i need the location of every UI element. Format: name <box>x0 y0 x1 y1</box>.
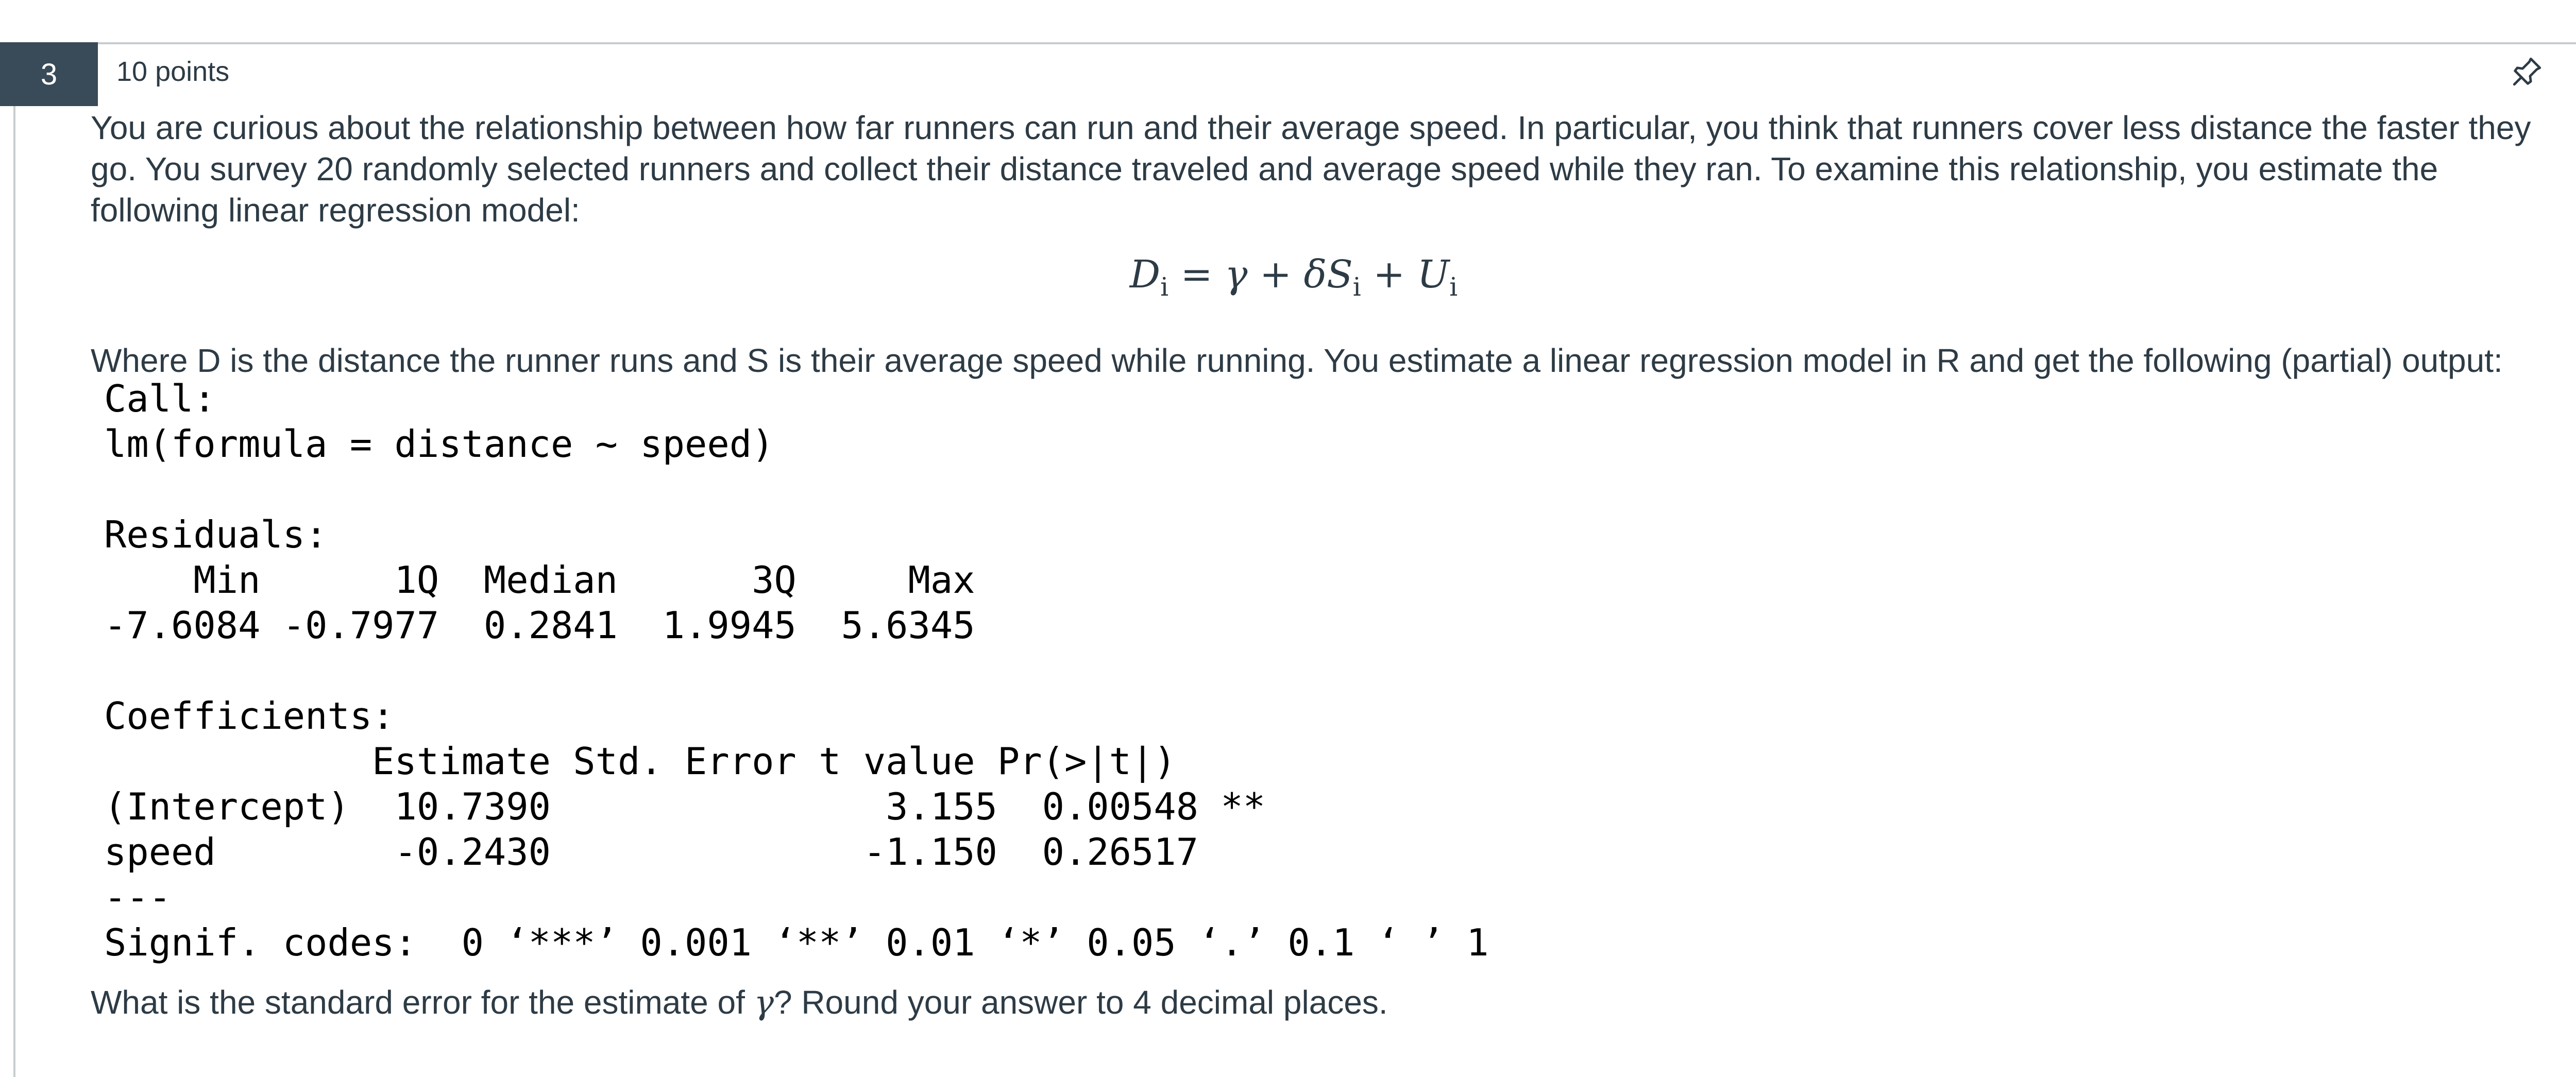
eq-u-sub: i <box>1449 271 1458 302</box>
question-points: 10 points <box>116 56 230 87</box>
question-prompt <box>91 107 2558 231</box>
eq-lhs: D <box>1129 252 1161 297</box>
question-text <box>91 982 2558 1023</box>
eq-equals: = <box>1168 252 1225 297</box>
eq-plus-2: + <box>1361 252 1417 297</box>
pin-icon[interactable] <box>2509 54 2545 90</box>
regression-equation <box>0 252 2576 302</box>
question-number: 3 <box>40 57 58 91</box>
question-text-before: What is the standard error for the estimate of <box>91 984 754 1021</box>
intro-paragraph: You are curious about the relationship between how far runners can run and their average speed. In particular, you think that runners cover less distance the faster they go. You survey 20 randomly selected runners and collect their distance traveled and average speed while they ran. To examine this relationship, you estimate the following linear regression model: <box>91 109 2531 229</box>
eq-s-sub: i <box>1352 271 1361 302</box>
eq-u: U <box>1417 252 1450 297</box>
where-paragraph: Where D is the distance the runner runs and S is their average speed while running. You estimate a linear regression model in R and get the following (partial) output: <box>91 342 2503 379</box>
eq-plus-1: + <box>1247 252 1304 297</box>
eq-gamma: γ <box>1225 252 1248 297</box>
question-text-after: ? Round your answer to 4 decimal places. <box>773 984 1388 1021</box>
question-number-badge <box>0 42 98 106</box>
question-gamma-symbol: γ <box>754 984 774 1022</box>
r-regression-output: Call: lm(formula = distance ~ speed) Residuals: Min 1Q Median 3Q Max -7.6084 -0.7977 0.2841 1.9945 5.6345 Coefficients: Estimate Std. Error t value Pr(>|t|) (Intercept) 10.7390 3.155 0.00548 ** speed -0.2430 -1.150 0.26517 --- Signif. codes: 0 ‘***’ 0.001 ‘**’ 0.01 ‘*’ 0.05 ‘.’ 0.1 ‘ ’ 1 <box>104 377 1489 964</box>
eq-delta: δ <box>1303 252 1327 297</box>
eq-s: S <box>1327 252 1353 297</box>
eq-lhs-sub: i <box>1160 271 1169 302</box>
